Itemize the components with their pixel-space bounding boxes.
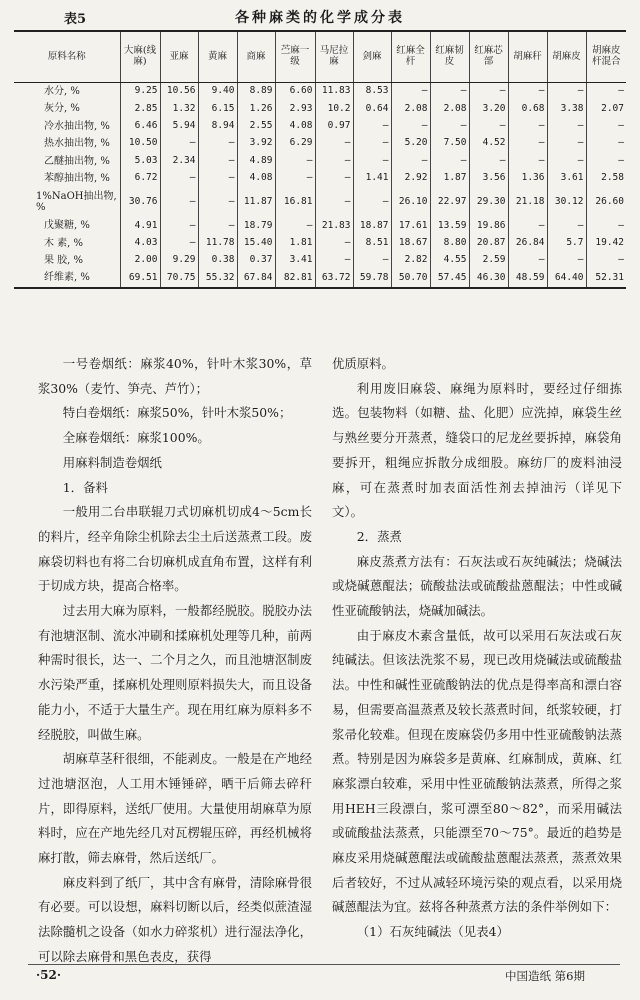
table-cell: 2.00 xyxy=(120,252,160,269)
table-cell: — xyxy=(160,170,198,187)
table-row xyxy=(14,252,626,269)
table-cell: 2.59 xyxy=(469,252,508,269)
header-col-4: 商麻 xyxy=(237,31,275,83)
table-cell: 2.58 xyxy=(586,170,626,187)
table-cell: — xyxy=(547,153,586,170)
table-cell: 18.67 xyxy=(391,235,430,252)
table-cell: — xyxy=(198,135,237,152)
table-cell: — xyxy=(469,83,508,101)
table-cell: 67.84 xyxy=(237,270,275,288)
table-cell: — xyxy=(160,235,198,252)
table-cell: — xyxy=(586,252,626,269)
header-col-10: 红麻芯部 xyxy=(469,31,508,83)
table-row xyxy=(14,135,626,152)
table-cell: 30.12 xyxy=(547,187,586,217)
table-cell: — xyxy=(508,153,547,170)
table-header-row xyxy=(14,31,626,83)
table-cell: 20.87 xyxy=(469,235,508,252)
table-row xyxy=(14,83,626,101)
row-label: 苯醇抽出物, % xyxy=(44,172,110,184)
table-cell: 70.75 xyxy=(160,270,198,288)
header-col-3: 黄麻 xyxy=(198,31,237,83)
table-cell: 9.29 xyxy=(160,252,198,269)
table-cell: 3.41 xyxy=(275,252,315,269)
table-cell: — xyxy=(508,118,547,135)
table-cell: 9.40 xyxy=(198,83,237,101)
table-cell: — xyxy=(430,83,469,101)
table-cell: 5.7 xyxy=(547,235,586,252)
table-cell: 11.78 xyxy=(198,235,237,252)
row-label: 灰分, % xyxy=(44,103,80,115)
table-cell: 10.2 xyxy=(315,100,353,117)
table-cell: 0.64 xyxy=(353,100,391,117)
table-cell: — xyxy=(315,153,353,170)
table-cell: — xyxy=(469,153,508,170)
row-label: 冷水抽出物, % xyxy=(44,120,110,132)
table-cell: 2.07 xyxy=(586,100,626,117)
table-cell: 6.15 xyxy=(198,100,237,117)
paragraph: 麻皮蒸煮方法有：石灰法或石灰纯碱法；烧碱法或烧碱蒽醌法；硫酸盐法或硫酸盐蒽醌法；中性或碱性亚硫酸钠法，烧碱加碱法。 xyxy=(332,553,622,619)
table-cell: 2.08 xyxy=(430,100,469,117)
table-cell: 19.86 xyxy=(469,217,508,234)
table-cell: — xyxy=(353,153,391,170)
table-cell: — xyxy=(508,83,547,101)
table-cell: — xyxy=(508,252,547,269)
table-row xyxy=(14,270,626,288)
table-cell: — xyxy=(586,83,626,101)
table-cell: — xyxy=(586,135,626,152)
row-label: 1%NaOH抽出物, % xyxy=(36,191,117,214)
table-cell: 7.50 xyxy=(430,135,469,152)
footer-rule xyxy=(28,964,620,965)
table-row xyxy=(14,118,626,135)
table-cell: — xyxy=(547,217,586,234)
table-cell: 2.34 xyxy=(160,153,198,170)
table-cell: 10.56 xyxy=(160,83,198,101)
table-cell: 15.40 xyxy=(237,235,275,252)
table-cell: 0.68 xyxy=(508,100,547,117)
row-label: 果 胶, % xyxy=(44,255,84,267)
table-cell: 30.76 xyxy=(120,187,160,217)
table-cell: 10.50 xyxy=(120,135,160,152)
header-col-11: 胡麻秆 xyxy=(508,31,547,83)
table-cell: 3.92 xyxy=(237,135,275,152)
table-cell: — xyxy=(353,252,391,269)
paragraph: 由于麻皮木素含量低，故可以采用石灰法或石灰纯碱法。但该法洗浆不易，现已改用烧碱法或硫酸盐法。中性和碱性亚硫酸钠法的优点是得率高和漂白容易，但需要高温蒸煮及较长蒸煮时间，纸浆较硬，打浆帚化较难。但现在废麻袋仍多用中性亚硫酸钠法蒸煮。特别是因为麻袋多是黄麻、红麻制成，黄麻、红麻浆漂白较难，采用中性亚硫酸钠法蒸煮，所得之浆用HEH三段漂白，浆可漂至80～82°，而采用碱法或硫酸盐法蒸煮，只能漂至70～75°。最近的趋势是麻皮采用烧碱蒽醌法或硫酸盐蒽醌法蒸煮，蒸煮效果后者较好，不过从减轻环境污染的观点看，以采用烧碱蒽醌法为宜。兹将各种蒸煮方法的条件举例如下： xyxy=(332,627,622,915)
header-col-7: 剑麻 xyxy=(353,31,391,83)
header-col-6: 马尼拉麻 xyxy=(315,31,353,83)
paragraph: 胡麻草茎秆很细，不能剥皮。一般是在产地经过池塘沤泡，人工用木锤锤碎，晒干后筛去碎秆片，即得原料，送纸厂使用。大量使用胡麻草为原料时，应在产地先经几对瓦楞辊压碎，再经机械将麻打散，筛去麻骨，然后送纸厂。 xyxy=(38,751,312,866)
table-cell: — xyxy=(547,252,586,269)
table-cell: 2.92 xyxy=(391,170,430,187)
paragraph: 特白卷烟纸：麻浆50%，针叶木浆50%； xyxy=(62,405,292,421)
row-label: 戊聚糖, % xyxy=(44,220,90,232)
table-cell: — xyxy=(547,83,586,101)
table-cell: — xyxy=(160,217,198,234)
page-number: ·52· xyxy=(36,968,62,982)
paragraph: 麻皮料到了纸厂，其中含有麻骨，清除麻骨很有必要。可以设想，麻料切断以后，经类似蔗渣湿法除髓机之设备（如水力碎浆机）进行湿法净化，可以除去麻骨和黑色表皮，获得 xyxy=(38,874,312,964)
table-cell: 11.87 xyxy=(237,187,275,217)
table-cell: — xyxy=(353,135,391,152)
table-cell: — xyxy=(198,170,237,187)
table-cell: 6.29 xyxy=(275,135,315,152)
table-cell: 46.30 xyxy=(469,270,508,288)
table-cell: 8.80 xyxy=(430,235,469,252)
table-cell: 26.10 xyxy=(391,187,430,217)
table-cell: — xyxy=(315,170,353,187)
table-cell: 4.55 xyxy=(430,252,469,269)
table-cell: 5.20 xyxy=(391,135,430,152)
table-cell: 4.52 xyxy=(469,135,508,152)
table-cell: 4.03 xyxy=(120,235,160,252)
row-label: 木 素, % xyxy=(44,237,84,249)
table-cell: — xyxy=(160,187,198,217)
table-cell: 69.51 xyxy=(120,270,160,288)
table-row xyxy=(14,100,626,117)
paragraph: 全麻卷烟纸：麻浆100%。 xyxy=(62,430,210,446)
table-cell: 8.51 xyxy=(353,235,391,252)
table-number: 表5 xyxy=(64,12,87,27)
table-cell: — xyxy=(275,170,315,187)
table-cell: 63.72 xyxy=(315,270,353,288)
table-cell: — xyxy=(315,187,353,217)
table-cell: — xyxy=(391,118,430,135)
left-text-column xyxy=(38,352,312,970)
table-cell: — xyxy=(198,217,237,234)
table-cell: 1.26 xyxy=(237,100,275,117)
table-cell: — xyxy=(469,118,508,135)
table-cell: 6.60 xyxy=(275,83,315,101)
table-cell: — xyxy=(198,153,237,170)
table-cell: — xyxy=(586,153,626,170)
header-material-name: 原料名称 xyxy=(14,31,120,83)
table-cell: 8.53 xyxy=(353,83,391,101)
right-text-column xyxy=(332,352,622,945)
table-cell: 2.55 xyxy=(237,118,275,135)
table-cell: 4.08 xyxy=(237,170,275,187)
table-cell: 8.89 xyxy=(237,83,275,101)
table-cell: 1.41 xyxy=(353,170,391,187)
header-col-13: 胡麻皮杆混合 xyxy=(586,31,626,83)
header-col-8: 红麻全杆 xyxy=(391,31,430,83)
table-cell: 48.59 xyxy=(508,270,547,288)
table-cell: — xyxy=(353,118,391,135)
paragraph: 优质原料。 xyxy=(332,356,394,371)
table-cell: 3.56 xyxy=(469,170,508,187)
table-header xyxy=(14,6,626,28)
table-cell: 2.85 xyxy=(120,100,160,117)
table-cell: 5.03 xyxy=(120,153,160,170)
table-cell: 82.81 xyxy=(275,270,315,288)
table-row xyxy=(14,170,626,187)
table-cell: 4.08 xyxy=(275,118,315,135)
table-cell: 50.70 xyxy=(391,270,430,288)
table-cell: 19.42 xyxy=(586,235,626,252)
table-cell: — xyxy=(430,153,469,170)
composition-table xyxy=(14,30,626,289)
table-cell: 16.81 xyxy=(275,187,315,217)
table-row xyxy=(14,217,626,234)
paragraph: 一般用二台串联辊刀式切麻机切成4～5cm长的料片，经辛角除尘机除去尘土后送蒸煮工段。废麻袋切料也有将二台切麻机成直角布置，这样有利于切成方块，提高合格率。 xyxy=(38,504,312,594)
table-cell: 18.79 xyxy=(237,217,275,234)
table-cell: — xyxy=(586,217,626,234)
table-cell: 64.40 xyxy=(547,270,586,288)
table-cell: — xyxy=(315,252,353,269)
table-cell: 3.61 xyxy=(547,170,586,187)
table-cell: 57.45 xyxy=(430,270,469,288)
table-cell: — xyxy=(198,187,237,217)
table-cell: 1.87 xyxy=(430,170,469,187)
table-cell: 0.37 xyxy=(237,252,275,269)
table-cell: 29.30 xyxy=(469,187,508,217)
table-row xyxy=(14,153,626,170)
table-cell: 52.31 xyxy=(586,270,626,288)
header-col-9: 红麻韧皮 xyxy=(430,31,469,83)
paragraph: 一号卷烟纸：麻浆40%，针叶木浆30%，草浆30%（麦竹、笋壳、芦竹）； xyxy=(38,356,312,396)
table-cell: 2.08 xyxy=(391,100,430,117)
table-cell: — xyxy=(275,217,315,234)
table-cell: 17.61 xyxy=(391,217,430,234)
table-cell: — xyxy=(275,153,315,170)
section-heading: 1．备料 xyxy=(62,479,108,495)
row-label: 水分, % xyxy=(44,85,80,97)
table-cell: 4.91 xyxy=(120,217,160,234)
table-cell: 18.87 xyxy=(353,217,391,234)
table-cell: 26.84 xyxy=(508,235,547,252)
table-cell: 22.97 xyxy=(430,187,469,217)
row-label: 热水抽出物, % xyxy=(44,138,110,150)
table-cell: — xyxy=(430,118,469,135)
table-cell: 3.20 xyxy=(469,100,508,117)
table-cell: 1.32 xyxy=(160,100,198,117)
table-cell: 3.38 xyxy=(547,100,586,117)
table-cell: 0.97 xyxy=(315,118,353,135)
paragraph: 利用废旧麻袋、麻绳为原料时，要经过仔细拣选。包装物料（如糖、盐、化肥）应洗掉，麻袋生丝与熟丝要分开蒸煮，缝袋口的尼龙丝要拆掉，麻袋角要拆开，粗绳应拆散分成细股。麻纺厂的废料油浸麻，可在蒸煮时加表面活性剂去掉油污（详见下文）。 xyxy=(332,380,622,520)
table-cell: 8.94 xyxy=(198,118,237,135)
table-cell: — xyxy=(315,235,353,252)
journal-name: 中国造纸 第6期 xyxy=(505,969,585,983)
row-label: 纤维素, % xyxy=(44,272,90,284)
table-body xyxy=(14,83,626,288)
table-cell: 9.25 xyxy=(120,83,160,101)
table-cell: 26.60 xyxy=(586,187,626,217)
table-cell: 4.89 xyxy=(237,153,275,170)
table-cell: 6.46 xyxy=(120,118,160,135)
table-cell: 21.18 xyxy=(508,187,547,217)
row-label: 乙醚抽出物, % xyxy=(44,155,110,167)
table-cell: 5.94 xyxy=(160,118,198,135)
table-row xyxy=(14,187,626,217)
header-col-1: 大麻(线麻) xyxy=(120,31,160,83)
table-cell: — xyxy=(586,118,626,135)
table-cell: — xyxy=(508,217,547,234)
header-col-2: 亚麻 xyxy=(160,31,198,83)
table-cell: 0.38 xyxy=(198,252,237,269)
section-heading: （1）石灰纯碱法（见表4） xyxy=(356,924,509,940)
table-row xyxy=(14,235,626,252)
table-cell: — xyxy=(547,135,586,152)
paragraph: 过去用大麻为原料，一般都经脱胶。脱胶办法有池塘沤制、流水冲刷和揉麻机处理等几种，前两种需时很长，达一、二个月之久，而且池塘沤制废水污染严重，揉麻机处理则原料损失大，而且设备能力小，不适于大量生产。现在用红麻为原料多不经脱胶，叫做生麻。 xyxy=(38,603,312,742)
table-cell: 55.32 xyxy=(198,270,237,288)
table-cell: — xyxy=(353,187,391,217)
table-cell: — xyxy=(391,83,430,101)
table-cell: 2.82 xyxy=(391,252,430,269)
table-cell: — xyxy=(508,135,547,152)
table-cell: 1.81 xyxy=(275,235,315,252)
paragraph: 用麻料制造卷烟纸 xyxy=(62,454,162,470)
table-title: 各种麻类的化学成分表 xyxy=(235,10,405,26)
table-cell: 13.59 xyxy=(430,217,469,234)
table-cell: — xyxy=(315,135,353,152)
section-heading: 2．蒸煮 xyxy=(356,528,402,544)
table-cell: — xyxy=(160,135,198,152)
table-cell: 21.83 xyxy=(315,217,353,234)
table-cell: 1.36 xyxy=(508,170,547,187)
header-col-12: 胡麻皮 xyxy=(547,31,586,83)
table-cell: 6.72 xyxy=(120,170,160,187)
table-cell: — xyxy=(547,118,586,135)
table-cell: 59.78 xyxy=(353,270,391,288)
table-cell: 11.83 xyxy=(315,83,353,101)
table-cell: 2.93 xyxy=(275,100,315,117)
table-cell: — xyxy=(391,153,430,170)
header-col-5: 苎麻一级 xyxy=(275,31,315,83)
